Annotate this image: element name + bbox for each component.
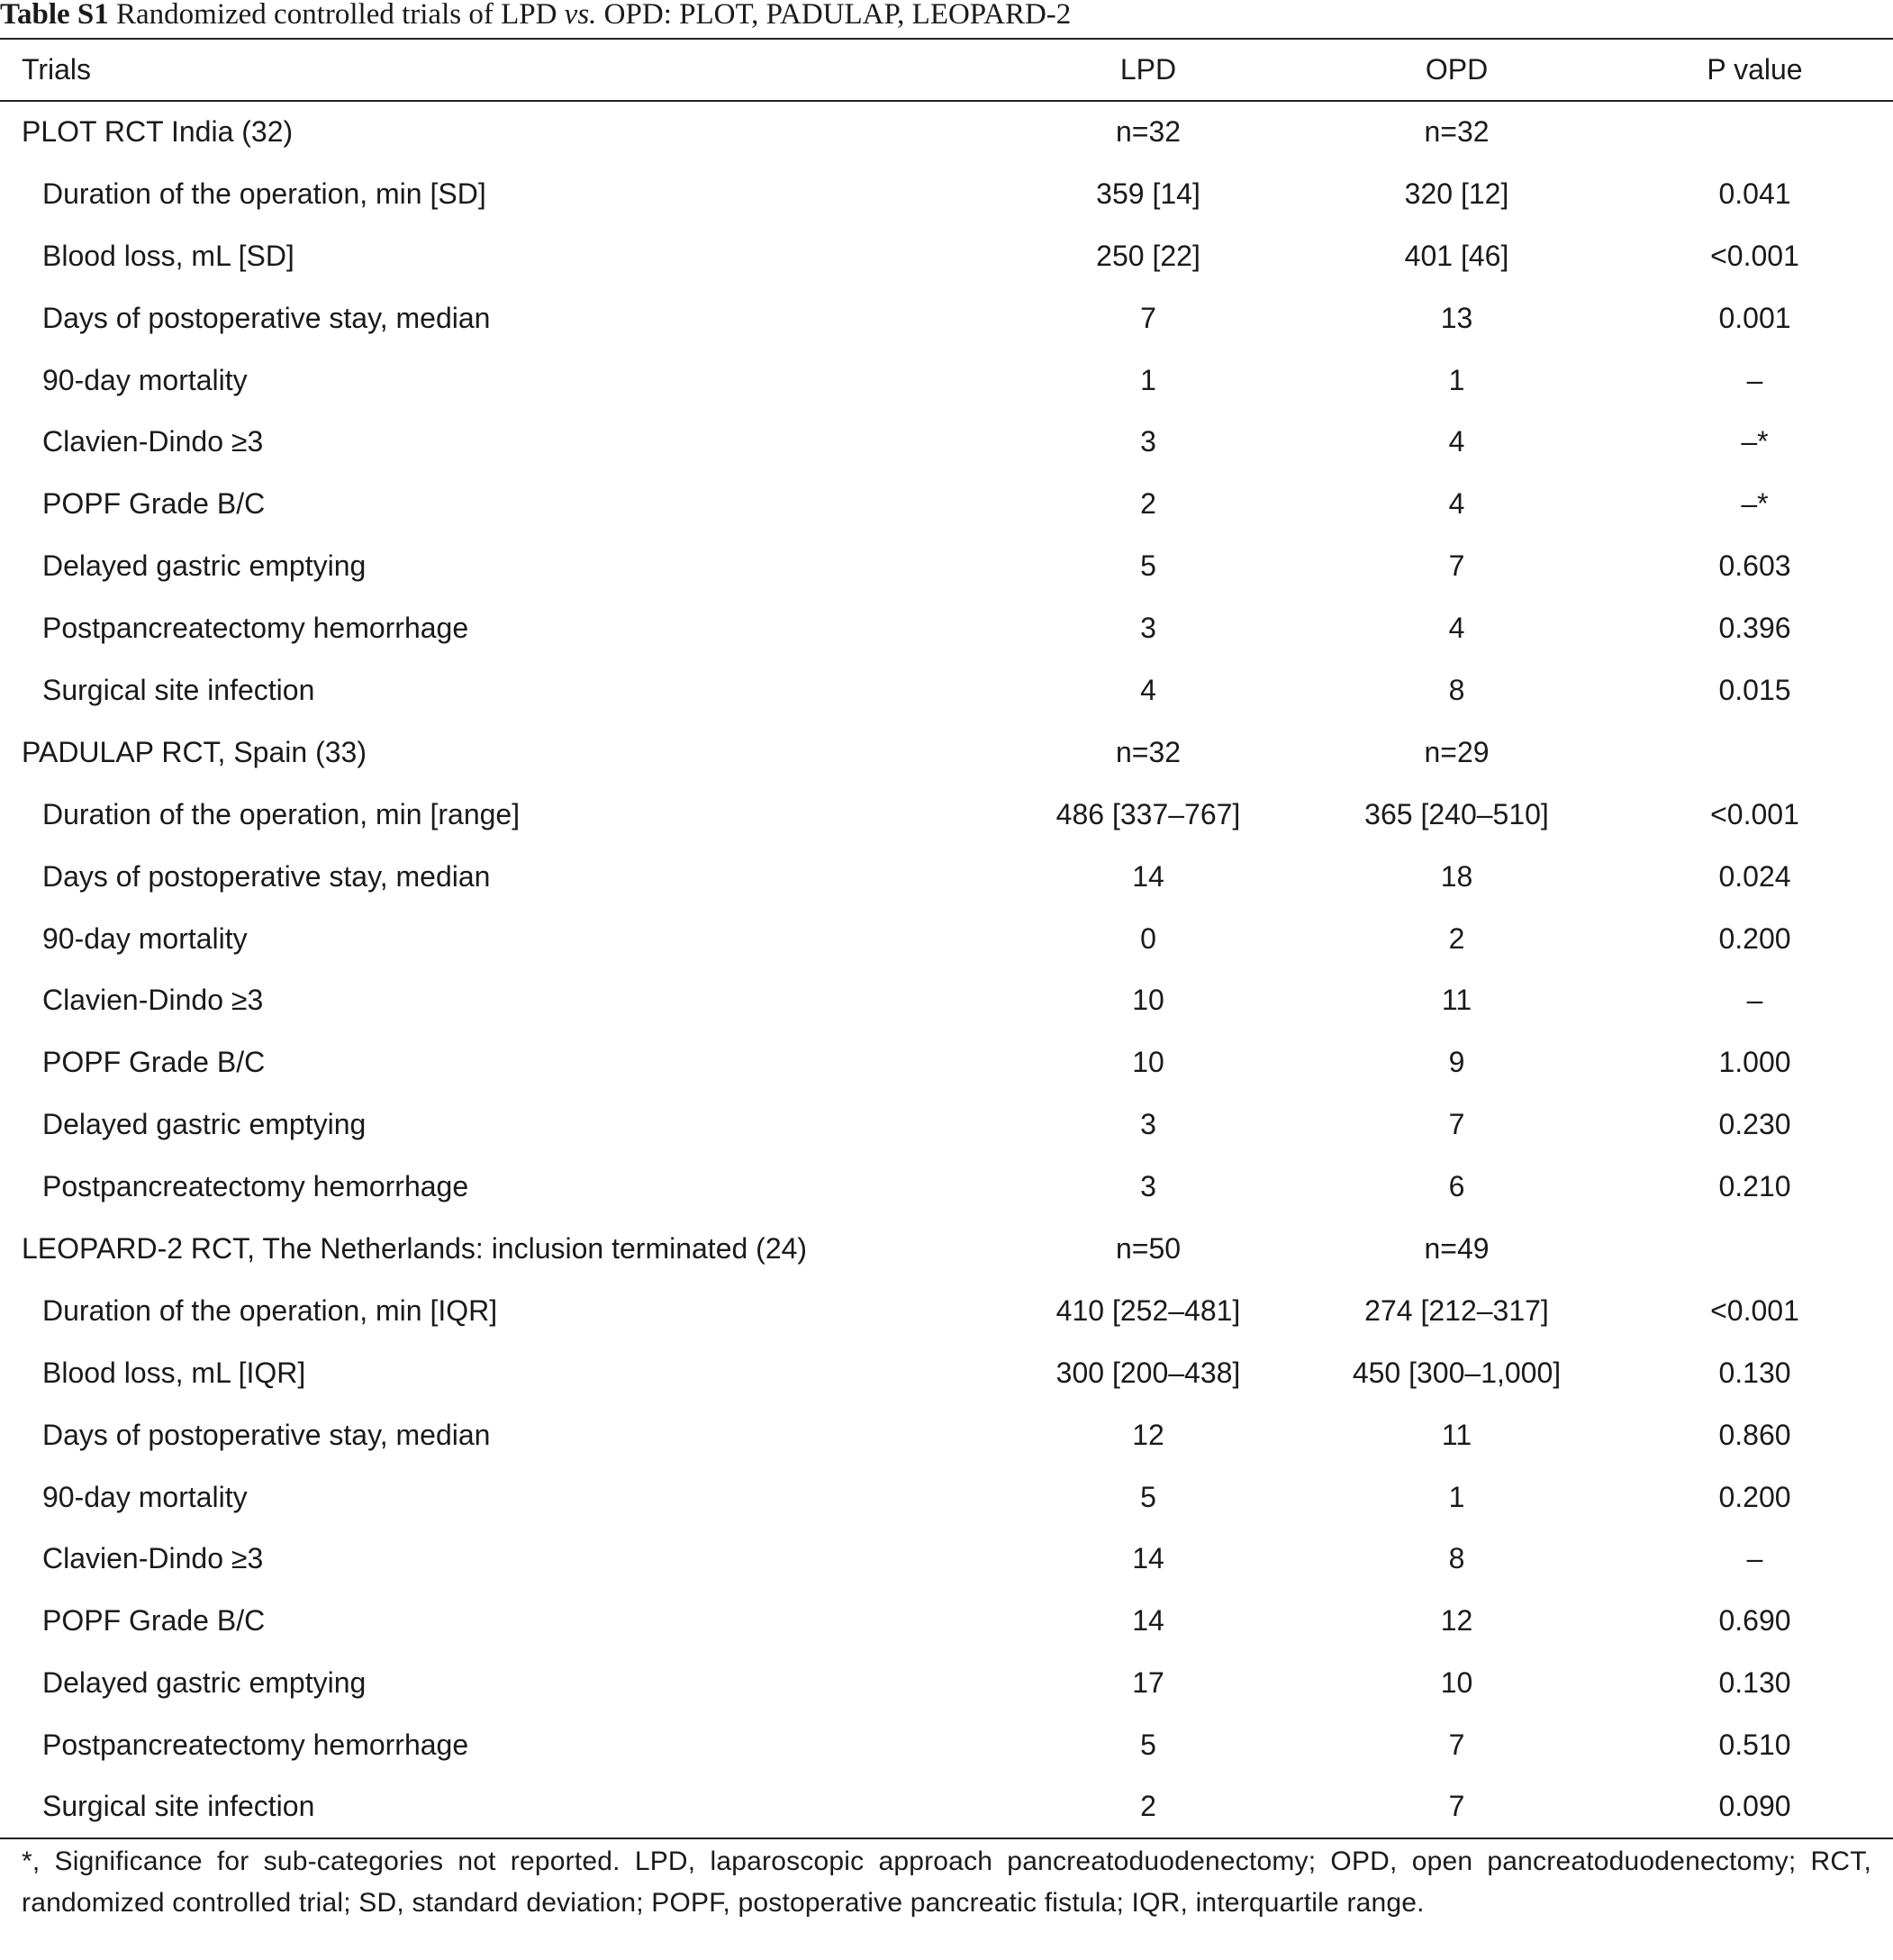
cell-p-value: 0.015 bbox=[1718, 673, 1791, 706]
cell-lpd: 14 bbox=[1132, 1542, 1164, 1575]
table-row bbox=[0, 1652, 1893, 1714]
cell-label: Days of postoperative stay, median bbox=[42, 859, 491, 893]
cell-lpd: 14 bbox=[1132, 1604, 1164, 1638]
table-row bbox=[0, 473, 1893, 535]
cell-p-value: 0.130 bbox=[1718, 1666, 1791, 1700]
cell-p-value bbox=[1617, 721, 1893, 784]
cell-lpd: 4 bbox=[1140, 673, 1156, 706]
cell-p-value: 0.200 bbox=[1718, 1480, 1791, 1513]
cell-lpd: 3 bbox=[1140, 612, 1156, 645]
cell-label: LEOPARD-2 RCT, The Netherlands: inclusion terminated (24) bbox=[22, 1231, 808, 1265]
cell-label: Blood loss, mL [IQR] bbox=[42, 1356, 306, 1389]
cell-p-value: <0.001 bbox=[1710, 1293, 1799, 1327]
table-row bbox=[0, 1093, 1893, 1156]
cell-label: POPF Grade B/C bbox=[42, 1604, 266, 1638]
cell-p-value: 0.130 bbox=[1718, 1356, 1791, 1389]
cell-label: Delayed gastric emptying bbox=[42, 549, 367, 583]
table-group-row bbox=[0, 721, 1893, 784]
cell-p-value bbox=[1617, 101, 1893, 163]
cell-lpd: 14 bbox=[1132, 859, 1164, 893]
cell-lpd: 3 bbox=[1140, 425, 1156, 458]
cell-opd: 1 bbox=[1448, 363, 1465, 396]
table-row bbox=[0, 1590, 1893, 1652]
cell-lpd: 7 bbox=[1140, 301, 1156, 334]
cell-p-value: 0.001 bbox=[1718, 301, 1791, 334]
cell-p-value: <0.001 bbox=[1710, 797, 1799, 830]
cell-p-value: 0.396 bbox=[1718, 612, 1791, 645]
cell-label: Duration of the operation, min [range] bbox=[42, 797, 521, 830]
cell-lpd: 359 [14] bbox=[1096, 177, 1200, 210]
cell-label: Postpancreatectomy hemorrhage bbox=[42, 1170, 469, 1203]
cell-lpd: 250 [22] bbox=[1096, 239, 1200, 272]
cell-label: PLOT RCT India (32) bbox=[22, 115, 294, 149]
cell-lpd: 5 bbox=[1140, 1729, 1156, 1762]
cell-lpd: 410 [252–481] bbox=[1055, 1293, 1241, 1327]
cell-label: Clavien-Dindo ≥3 bbox=[42, 984, 264, 1017]
cell-label: Clavien-Dindo ≥3 bbox=[42, 425, 264, 458]
cell-lpd: 10 bbox=[1132, 1046, 1164, 1079]
cell-p-value: –* bbox=[1741, 487, 1769, 521]
cell-lpd: 0 bbox=[1140, 921, 1156, 955]
cell-lpd: 12 bbox=[1132, 1418, 1164, 1451]
table-row bbox=[0, 349, 1893, 412]
column-header-lpd: LPD bbox=[1000, 39, 1297, 101]
cell-p-value: 0.200 bbox=[1718, 921, 1791, 955]
cell-lpd: n=32 bbox=[1115, 115, 1182, 149]
cell-opd: 274 [212–317] bbox=[1364, 1293, 1549, 1327]
table-caption-text-after: OPD: PLOT, PADULAP, LEOPARD-2 bbox=[603, 0, 1072, 31]
column-header-trials: Trials bbox=[0, 39, 1000, 101]
table-caption bbox=[0, 0, 1893, 38]
column-header-opd: OPD bbox=[1297, 39, 1617, 101]
cell-opd: 7 bbox=[1448, 1729, 1465, 1762]
cell-p-value: –* bbox=[1741, 425, 1769, 458]
table-row bbox=[0, 411, 1893, 473]
table-row bbox=[0, 163, 1893, 225]
cell-opd: n=32 bbox=[1424, 115, 1490, 149]
cell-p-value: 0.690 bbox=[1718, 1604, 1791, 1638]
cell-label: 90-day mortality bbox=[42, 1480, 248, 1513]
cell-opd: 4 bbox=[1448, 612, 1465, 645]
cell-opd: 4 bbox=[1448, 425, 1465, 458]
cell-opd: 401 [46] bbox=[1404, 239, 1509, 272]
cell-label: Duration of the operation, min [IQR] bbox=[42, 1293, 498, 1327]
cell-label: 90-day mortality bbox=[42, 921, 248, 955]
cell-lpd: 3 bbox=[1140, 1108, 1156, 1141]
cell-lpd: 17 bbox=[1132, 1666, 1164, 1700]
cell-label: POPF Grade B/C bbox=[42, 487, 266, 521]
trials-table bbox=[0, 38, 1893, 1839]
table-row bbox=[0, 969, 1893, 1031]
cell-label: 90-day mortality bbox=[42, 363, 248, 396]
cell-label: Surgical site infection bbox=[0, 1776, 1000, 1838]
table-row bbox=[0, 287, 1893, 349]
cell-opd: 365 [240–510] bbox=[1364, 797, 1549, 830]
cell-p-value: 0.230 bbox=[1718, 1108, 1791, 1141]
cell-opd: 12 bbox=[1440, 1604, 1473, 1638]
cell-p-value: 1.000 bbox=[1718, 1046, 1791, 1079]
table-row bbox=[0, 1528, 1893, 1590]
cell-p-value: 0.041 bbox=[1718, 177, 1791, 210]
table-footnote: *, Significance for sub-categories not reported. LPD, laparoscopic approach pancreatoduodenectomy; OPD, open pancreatoduodenectomy; RCT, randomized controlled trial; SD, standard deviation; POPF, postoperative pancreatic fistula; IQR, interquartile range. bbox=[22, 1847, 1871, 1918]
table-row bbox=[0, 1466, 1893, 1529]
table-row bbox=[0, 1404, 1893, 1466]
table-row bbox=[0, 1031, 1893, 1093]
cell-p-value: 0.603 bbox=[1718, 549, 1791, 583]
column-header-p-value: P value bbox=[1617, 39, 1893, 101]
cell-opd: 7 bbox=[1297, 1776, 1617, 1838]
cell-lpd: 5 bbox=[1140, 1480, 1156, 1513]
cell-lpd: 5 bbox=[1140, 549, 1156, 583]
table-row bbox=[0, 659, 1893, 721]
cell-lpd: 2 bbox=[1000, 1776, 1297, 1838]
cell-opd: 320 [12] bbox=[1404, 177, 1509, 210]
cell-opd: 10 bbox=[1440, 1666, 1473, 1700]
cell-lpd: 1 bbox=[1140, 363, 1156, 396]
table-row bbox=[0, 846, 1893, 908]
header-row bbox=[0, 39, 1893, 101]
table-row bbox=[0, 1714, 1893, 1776]
table-row bbox=[0, 784, 1893, 846]
cell-lpd: 10 bbox=[1132, 984, 1164, 1017]
table-caption-vs: vs. bbox=[564, 0, 597, 31]
table-row bbox=[0, 1280, 1893, 1342]
table-row bbox=[0, 1156, 1893, 1218]
table-caption-label: Table S1 bbox=[0, 0, 109, 31]
cell-label: Days of postoperative stay, median bbox=[42, 301, 491, 334]
cell-opd: 450 [300–1,000] bbox=[1352, 1356, 1562, 1389]
cell-opd: 2 bbox=[1448, 921, 1465, 955]
cell-lpd: 486 [337–767] bbox=[1055, 797, 1241, 830]
cell-opd: 11 bbox=[1441, 984, 1472, 1017]
table-row bbox=[0, 1776, 1893, 1838]
cell-opd: 8 bbox=[1448, 1542, 1465, 1575]
cell-lpd: 300 [200–438] bbox=[1055, 1356, 1241, 1389]
cell-opd: 6 bbox=[1448, 1170, 1465, 1203]
cell-label: Delayed gastric emptying bbox=[42, 1108, 367, 1141]
table-caption-text-before: Randomized controlled trials of LPD bbox=[116, 0, 557, 31]
cell-opd: 11 bbox=[1441, 1418, 1472, 1451]
cell-label: Clavien-Dindo ≥3 bbox=[42, 1542, 264, 1575]
cell-lpd: 3 bbox=[1140, 1170, 1156, 1203]
cell-lpd: n=50 bbox=[1115, 1231, 1182, 1265]
cell-label: PADULAP RCT, Spain (33) bbox=[22, 735, 367, 768]
table-row bbox=[0, 535, 1893, 597]
cell-label: POPF Grade B/C bbox=[42, 1046, 266, 1079]
cell-label: Surgical site infection bbox=[42, 673, 315, 706]
cell-opd: 4 bbox=[1448, 487, 1465, 521]
cell-p-value: 0.090 bbox=[1617, 1776, 1893, 1838]
table-row bbox=[0, 1342, 1893, 1404]
table-group-row bbox=[0, 101, 1893, 163]
cell-label: Days of postoperative stay, median bbox=[42, 1418, 491, 1451]
cell-p-value: – bbox=[1746, 1542, 1763, 1575]
cell-p-value: – bbox=[1746, 984, 1763, 1017]
cell-label: Postpancreatectomy hemorrhage bbox=[42, 1729, 469, 1762]
cell-p-value: <0.001 bbox=[1710, 239, 1799, 272]
cell-p-value bbox=[1617, 1218, 1893, 1280]
cell-p-value: 0.860 bbox=[1718, 1418, 1791, 1451]
table-body bbox=[0, 101, 1893, 1838]
cell-p-value: 0.510 bbox=[1718, 1729, 1791, 1762]
table-row bbox=[0, 597, 1893, 659]
cell-opd: 7 bbox=[1448, 1108, 1465, 1141]
cell-opd: 13 bbox=[1440, 301, 1473, 334]
cell-label: Postpancreatectomy hemorrhage bbox=[42, 612, 469, 645]
cell-lpd: n=32 bbox=[1115, 735, 1182, 768]
cell-label: Blood loss, mL [SD] bbox=[42, 239, 294, 272]
table-row bbox=[0, 908, 1893, 970]
cell-p-value: 0.024 bbox=[1718, 859, 1791, 893]
cell-opd: n=29 bbox=[1424, 735, 1490, 768]
cell-opd: 1 bbox=[1448, 1480, 1465, 1513]
cell-p-value: 0.210 bbox=[1718, 1170, 1791, 1203]
cell-label: Delayed gastric emptying bbox=[42, 1666, 367, 1700]
cell-opd: 7 bbox=[1448, 549, 1465, 583]
cell-opd: 18 bbox=[1440, 859, 1473, 893]
table-header bbox=[0, 39, 1893, 101]
table-row bbox=[0, 225, 1893, 287]
cell-opd: 9 bbox=[1448, 1046, 1465, 1079]
cell-p-value: – bbox=[1746, 363, 1763, 396]
table-group-row bbox=[0, 1218, 1893, 1280]
cell-lpd: 2 bbox=[1140, 487, 1156, 521]
cell-opd: 8 bbox=[1448, 673, 1465, 706]
cell-opd: n=49 bbox=[1424, 1231, 1490, 1265]
cell-label: Duration of the operation, min [SD] bbox=[42, 177, 486, 210]
